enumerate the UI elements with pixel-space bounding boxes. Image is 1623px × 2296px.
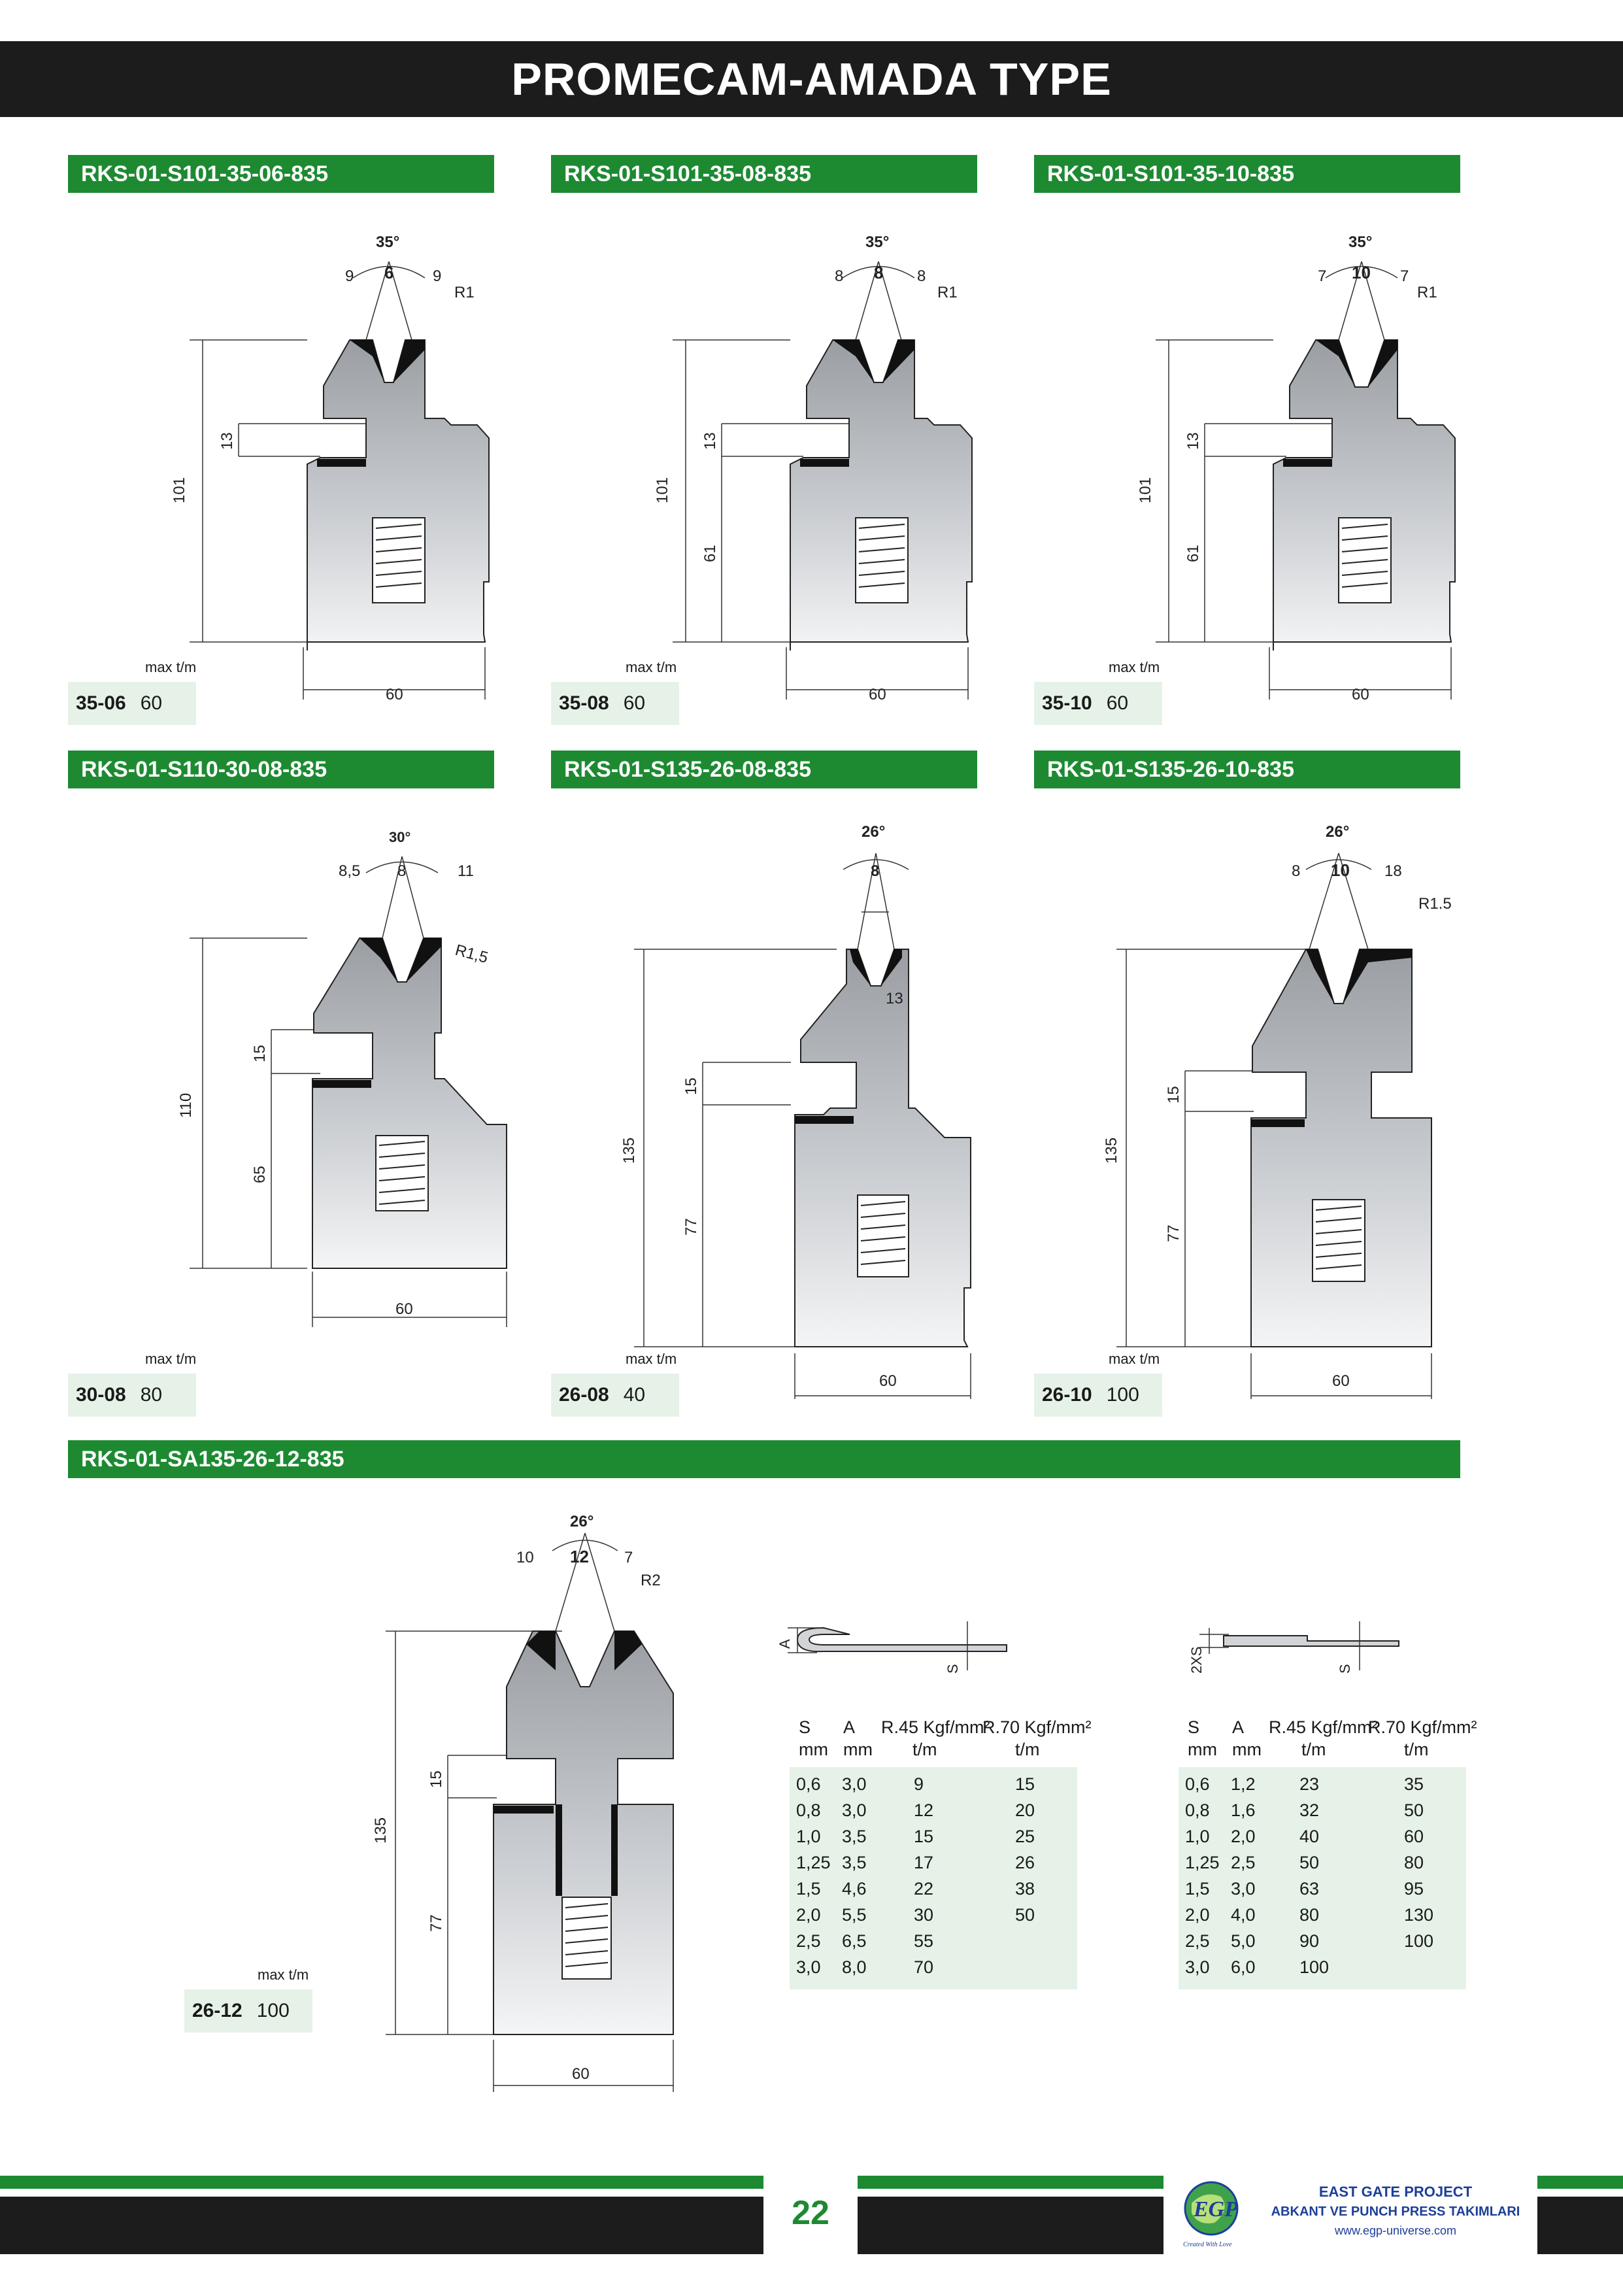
col-unit: t/m xyxy=(912,1740,937,1759)
col-header: S xyxy=(799,1717,811,1737)
dim-angle: 26° xyxy=(570,1513,594,1530)
max-label: max t/m xyxy=(1109,659,1160,675)
table-row xyxy=(790,1823,1077,1849)
dim-right: 11 xyxy=(458,862,474,880)
table-cell: 1,5 xyxy=(1185,1879,1210,1899)
globe-logo-icon xyxy=(1175,2177,1254,2250)
col-header: R.70 Kgf/mm² xyxy=(982,1717,1092,1737)
table-header xyxy=(1179,1716,1477,1762)
code: 26-08 xyxy=(559,1384,609,1406)
max-value: 60 xyxy=(623,692,646,714)
table-row xyxy=(1179,1928,1466,1954)
dim-left: 8,5 xyxy=(339,862,361,880)
max-value: 100 xyxy=(256,2000,290,2021)
col-header: R.45 Kgf/mm² xyxy=(1269,1717,1378,1737)
company-name: EAST GATE PROJECT xyxy=(1318,2184,1473,2200)
table-cell: 3,0 xyxy=(1231,1879,1256,1899)
table-row xyxy=(1179,1797,1466,1823)
table-cell: 70 xyxy=(914,1957,934,1977)
table-row xyxy=(1179,1954,1466,1980)
dim-lower: 61 xyxy=(1184,545,1202,562)
dim-angle: 30° xyxy=(389,829,411,845)
col-unit: mm xyxy=(1188,1740,1217,1759)
table-cell: 15 xyxy=(914,1827,934,1846)
hem-sketch-right xyxy=(1177,1602,1412,1680)
table-cell: 3,0 xyxy=(842,1774,867,1794)
dim-right: 9 xyxy=(433,267,442,285)
dim-right: 7 xyxy=(624,1549,633,1566)
tool-drawing-26-10 xyxy=(1103,811,1476,1399)
max-label: max t/m xyxy=(1109,1351,1160,1367)
code: 35-06 xyxy=(76,692,126,714)
table-cell: 1,25 xyxy=(1185,1853,1220,1872)
table-row xyxy=(790,1876,1077,1902)
max-label: max t/m xyxy=(626,1351,677,1367)
dim-height: 101 xyxy=(171,477,188,503)
company-url[interactable]: www.egp-universe.com xyxy=(1334,2224,1457,2237)
col-unit: t/m xyxy=(1015,1740,1040,1759)
table-row xyxy=(790,1849,1077,1876)
dim-right: 13 xyxy=(886,990,903,1007)
tool-drawing-30-08 xyxy=(176,811,503,1334)
max-label: max t/m xyxy=(626,659,677,675)
dim-radius: R1,5 xyxy=(453,941,490,967)
max-value: 60 xyxy=(1106,692,1129,714)
table-row xyxy=(790,1797,1077,1823)
logo-tagline: Created With Love xyxy=(1183,2241,1232,2248)
table-row xyxy=(790,1902,1077,1928)
table-cell: 2,5 xyxy=(796,1931,821,1951)
dim-right: 18 xyxy=(1384,862,1402,880)
table-cell: 95 xyxy=(1404,1879,1424,1899)
dim-lower: 61 xyxy=(701,545,719,562)
table-cell: 0,6 xyxy=(796,1774,821,1794)
dim-step: 13 xyxy=(701,432,719,450)
footer-stripe-green xyxy=(1537,2176,1623,2189)
dim-step: 13 xyxy=(1184,432,1202,450)
product-header-35-06: RKS-01-S101-35-06-835 xyxy=(68,155,494,193)
table-cell: 25 xyxy=(1015,1827,1035,1846)
footer-stripe-black xyxy=(858,2197,1163,2254)
tool-drawing-35-10 xyxy=(1137,216,1469,713)
dim-right: 8 xyxy=(917,267,926,285)
col-unit: mm xyxy=(843,1740,873,1759)
table-cell: 2,0 xyxy=(1185,1905,1210,1925)
table-cell: 1,0 xyxy=(796,1827,821,1846)
dim-left: 7 xyxy=(1318,267,1327,285)
max-label: max t/m xyxy=(258,1967,309,1983)
table-cell: 2,5 xyxy=(1185,1931,1210,1951)
table-cell: 50 xyxy=(1015,1905,1035,1925)
footer-stripe-green xyxy=(858,2176,1163,2189)
table-cell: 80 xyxy=(1404,1853,1424,1872)
table-cell: 30 xyxy=(914,1905,934,1925)
dim-angle: 35° xyxy=(1348,233,1373,251)
table-row xyxy=(1179,1823,1466,1849)
footer-stripe-green xyxy=(0,2176,763,2189)
table-cell: 3,0 xyxy=(1185,1957,1210,1977)
code: 35-10 xyxy=(1042,692,1092,714)
max-value: 100 xyxy=(1106,1384,1139,1406)
company-subtitle: ABKANT VE PUNCH PRESS TAKIMLARI xyxy=(1271,2204,1520,2219)
dim-lower: 77 xyxy=(427,1914,445,1932)
table-cell: 60 xyxy=(1404,1827,1424,1846)
table-cell: 6,0 xyxy=(1231,1957,1256,1977)
table-cell: 1,6 xyxy=(1231,1800,1256,1820)
dim-height: 110 xyxy=(177,1092,195,1118)
table-row xyxy=(790,1954,1077,1980)
max-label: max t/m xyxy=(145,659,197,675)
dim-radius: R1 xyxy=(454,284,475,301)
dim-center: 6 xyxy=(384,263,394,282)
table-cell: 6,5 xyxy=(842,1931,867,1951)
dim-angle: 26° xyxy=(1326,823,1350,841)
dim-lower: 77 xyxy=(1165,1224,1182,1242)
table-cell: 2,0 xyxy=(1231,1827,1256,1846)
table-row xyxy=(1179,1876,1466,1902)
table-cell: 2,5 xyxy=(1231,1853,1256,1872)
dim-center: 8 xyxy=(874,263,884,282)
table-cell: 50 xyxy=(1404,1800,1424,1820)
dim-left: 8 xyxy=(1292,862,1301,880)
table-cell: 3,0 xyxy=(842,1800,867,1820)
col-header: A xyxy=(1232,1717,1245,1737)
dim-radius: R1 xyxy=(937,284,958,301)
dim-height: 101 xyxy=(654,477,671,503)
table-cell: 1,25 xyxy=(796,1853,831,1872)
hem-2xs-label: 2XS xyxy=(1188,1646,1205,1674)
col-header: R.70 Kgf/mm² xyxy=(1368,1717,1477,1737)
dim-height: 101 xyxy=(1137,477,1154,503)
footer-stripe-black xyxy=(0,2197,763,2254)
table-cell: 15 xyxy=(1015,1774,1035,1794)
company-logo-box xyxy=(1163,2172,1537,2257)
table-cell: 23 xyxy=(1299,1774,1320,1794)
code-box-26-12 xyxy=(184,1989,312,2033)
dim-radius: R1.5 xyxy=(1418,895,1452,913)
col-unit: mm xyxy=(799,1740,828,1759)
table-cell: 55 xyxy=(914,1931,934,1951)
page-title: PROMECAM-AMADA TYPE xyxy=(0,41,1623,117)
dim-left: 9 xyxy=(345,267,354,285)
table-cell: 38 xyxy=(1015,1879,1035,1899)
dim-center: 10 xyxy=(1352,263,1371,282)
dim-step: 15 xyxy=(1165,1086,1182,1104)
max-value: 60 xyxy=(140,692,163,714)
dim-angle: 26° xyxy=(862,823,886,841)
table-cell: 100 xyxy=(1404,1931,1434,1951)
table-cell: 32 xyxy=(1299,1800,1320,1820)
code: 30-08 xyxy=(76,1384,126,1406)
col-header: A xyxy=(843,1717,856,1737)
max-value: 40 xyxy=(623,1384,646,1406)
logo-text: EGP xyxy=(1194,2197,1238,2221)
table-cell: 3,5 xyxy=(842,1827,867,1846)
table-cell: 17 xyxy=(914,1853,934,1872)
table-cell: 1,0 xyxy=(1185,1827,1210,1846)
table-body xyxy=(790,1767,1077,1989)
dim-right: 7 xyxy=(1400,267,1409,285)
col-header: S xyxy=(1188,1717,1200,1737)
dim-center: 10 xyxy=(1331,860,1350,880)
hem-s-label: S xyxy=(945,1664,961,1674)
footer-stripe-black xyxy=(1537,2197,1623,2254)
product-header-30-08: RKS-01-S110-30-08-835 xyxy=(68,751,494,788)
dim-height: 135 xyxy=(372,1817,390,1844)
product-header-26-10: RKS-01-S135-26-10-835 xyxy=(1034,751,1460,788)
dim-left: 8 xyxy=(835,267,844,285)
dim-width: 60 xyxy=(869,686,886,703)
max-label: max t/m xyxy=(145,1351,197,1367)
dim-step: 15 xyxy=(427,1770,445,1788)
table-row xyxy=(790,1928,1077,1954)
dim-step: 15 xyxy=(251,1045,269,1062)
table-cell: 3,5 xyxy=(842,1853,867,1872)
table-cell: 26 xyxy=(1015,1853,1035,1872)
table-cell: 50 xyxy=(1299,1853,1320,1872)
table-row xyxy=(1179,1849,1466,1876)
table-cell: 20 xyxy=(1015,1800,1035,1820)
dim-radius: R2 xyxy=(641,1572,661,1589)
dim-height: 135 xyxy=(620,1137,638,1164)
table-cell: 4,0 xyxy=(1231,1905,1256,1925)
table-cell: 1,2 xyxy=(1231,1774,1256,1794)
dim-width: 60 xyxy=(879,1372,897,1390)
dim-width: 60 xyxy=(386,686,403,703)
tool-drawing-26-08 xyxy=(620,811,994,1399)
table-cell: 22 xyxy=(914,1879,934,1899)
table-cell: 90 xyxy=(1299,1931,1320,1951)
product-header-35-08: RKS-01-S101-35-08-835 xyxy=(551,155,977,193)
dim-width: 60 xyxy=(1332,1372,1350,1390)
table-cell: 100 xyxy=(1299,1957,1330,1977)
col-header: R.45 Kgf/mm² xyxy=(881,1717,990,1737)
table-row xyxy=(790,1771,1077,1797)
hem-sketch-left xyxy=(777,1602,1020,1680)
table-cell: 3,0 xyxy=(796,1957,821,1977)
code: 35-08 xyxy=(559,692,609,714)
dim-height: 135 xyxy=(1103,1137,1120,1164)
col-unit: t/m xyxy=(1301,1740,1326,1759)
dim-width: 60 xyxy=(572,2065,590,2083)
product-header-26-12: RKS-01-SA135-26-12-835 xyxy=(68,1440,1460,1478)
hem-s-label: S xyxy=(1337,1664,1353,1674)
tool-drawing-35-08 xyxy=(654,216,986,713)
max-value: 80 xyxy=(140,1384,163,1406)
hem-table-left xyxy=(790,1716,1092,1997)
code: 26-10 xyxy=(1042,1384,1092,1406)
dim-width: 60 xyxy=(1352,686,1369,703)
table-cell: 0,8 xyxy=(1185,1800,1210,1820)
dim-lower: 77 xyxy=(682,1218,700,1236)
table-cell: 4,6 xyxy=(842,1879,867,1899)
hem-table-right xyxy=(1179,1716,1477,1997)
code-box-30-08 xyxy=(68,1374,196,1417)
table-cell: 1,5 xyxy=(796,1879,821,1899)
product-header-35-10: RKS-01-S101-35-10-835 xyxy=(1034,155,1460,193)
table-row xyxy=(1179,1902,1466,1928)
dim-center: 8 xyxy=(397,862,407,880)
table-cell: 63 xyxy=(1299,1879,1320,1899)
table-body xyxy=(1179,1767,1466,1989)
page-number: 22 xyxy=(792,2194,829,2232)
table-header xyxy=(790,1716,1092,1762)
code: 26-12 xyxy=(192,2000,243,2021)
hem-a-label: A xyxy=(777,1639,793,1649)
dim-left: 10 xyxy=(516,1549,534,1566)
dim-radius: R1 xyxy=(1417,284,1437,301)
dim-step: 13 xyxy=(218,432,236,450)
dim-angle: 35° xyxy=(865,233,890,251)
dim-center: 8 xyxy=(871,862,880,880)
dim-angle: 35° xyxy=(376,233,400,251)
table-cell: 9 xyxy=(914,1774,924,1794)
table-cell: 8,0 xyxy=(842,1957,867,1977)
col-unit: t/m xyxy=(1404,1740,1429,1759)
table-cell: 5,0 xyxy=(1231,1931,1256,1951)
table-cell: 130 xyxy=(1404,1905,1434,1925)
product-header-26-08: RKS-01-S135-26-08-835 xyxy=(551,751,977,788)
tool-drawing-26-12 xyxy=(360,1497,712,2112)
table-cell: 40 xyxy=(1299,1827,1320,1846)
dim-step: 15 xyxy=(682,1077,700,1095)
dim-width: 60 xyxy=(395,1300,413,1318)
table-cell: 2,0 xyxy=(796,1905,821,1925)
table-cell: 80 xyxy=(1299,1905,1320,1925)
table-cell: 12 xyxy=(914,1800,934,1820)
table-cell: 0,8 xyxy=(796,1800,821,1820)
table-cell: 5,5 xyxy=(842,1905,867,1925)
dim-center: 12 xyxy=(570,1547,589,1566)
table-cell: 35 xyxy=(1404,1774,1424,1794)
col-unit: mm xyxy=(1232,1740,1262,1759)
table-cell: 0,6 xyxy=(1185,1774,1210,1794)
dim-lower: 65 xyxy=(251,1166,269,1183)
table-row xyxy=(1179,1771,1466,1797)
